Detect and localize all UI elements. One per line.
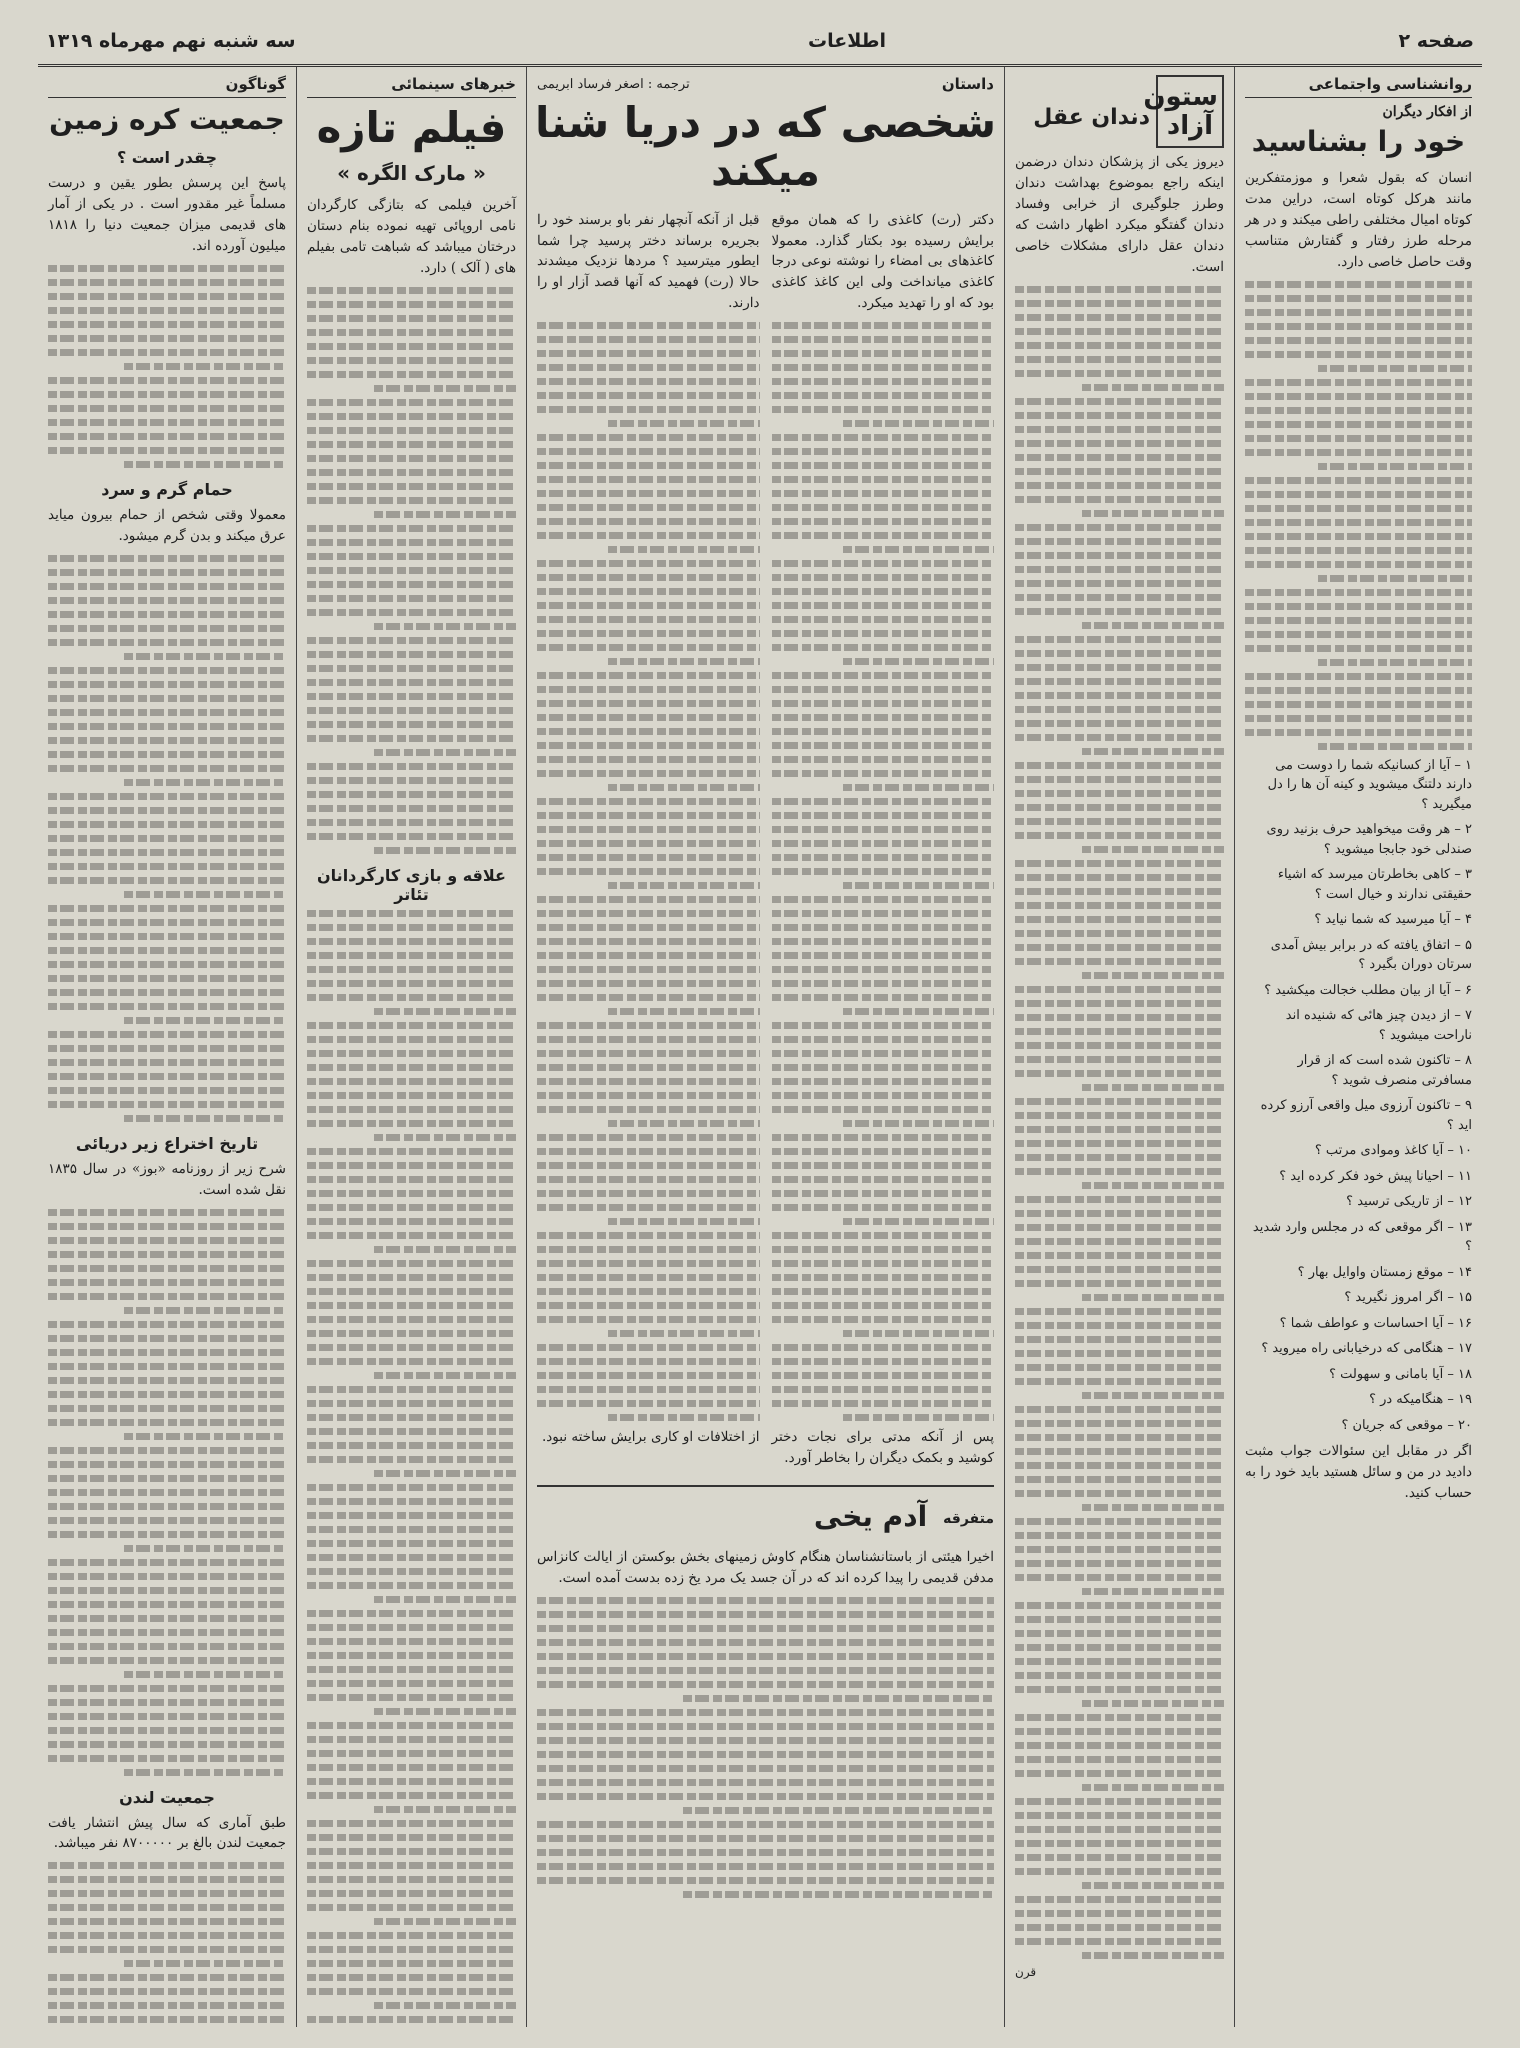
story-lead-right: دکتر (رت) کاغذی را که همان موقع برایش رسیده بود بکتار گذارد. معمولا کاغذهای بی امضاء را نوشته نوعی درجا کاغذی میانداخت ولی این کاغذ کاغذی بود که او را تهدید میکرد.	[771, 211, 994, 312]
page-number: صفحه ۲	[1398, 30, 1474, 52]
ice-man-body-text	[537, 1597, 994, 1898]
psychology-lead: انسان که بقول شعرا و موزمتفکرین مانند هرکل کوتاه است، دراین مدت کوتاه امیال مختلفی راطی میکند و در هر مرحله طرز رفتار و گفتارش متناسب وقت حاصل خاصی دارد.	[1245, 170, 1472, 270]
story-headline: شخصی که در دریا شنا میکند	[534, 98, 997, 196]
psychology-column	[1234, 67, 1482, 2027]
misc-column	[38, 67, 296, 2027]
paper-name: اطلاعات	[808, 30, 887, 52]
psychology-closing: اگر در مقابل این سئوالات جواب مثبت دادید در من و سائل هستید باید خود را به حساب کنید.	[1245, 1443, 1472, 1502]
free-column-lead: دیروز یکی از پزشکان دندان درضمن اینکه راجع بموضوع بهداشت دندان وطرز جلوگیری از خرابی وفساد دندان گفتگو میکرد اظهار داشت که دندان عقل دارای مشکلات خاصی است.	[1015, 154, 1224, 275]
ice-man-section-tag: متفرقه	[943, 1511, 994, 1528]
story-continued: پس از آنکه مدتی برای نجات دختر کوشید و بکمک دیگران را بخاطر آورد.	[771, 1429, 994, 1467]
misc-section2-title: حمام گرم و سرد	[101, 479, 233, 499]
psychology-question-list	[1245, 756, 1472, 1436]
psychology-body-text	[1245, 281, 1472, 750]
psychology-headline: خود را بشناسید	[1251, 125, 1466, 158]
list-item: ۱۶ – آیا احساسات و عواطف شما ؟	[1279, 1315, 1472, 1331]
free-column-body-text	[1015, 286, 1224, 1959]
story-translator: ترجمه : اصغر فرساد ابریمی	[537, 76, 690, 92]
list-item: ۲ – هر وقت میخواهید حرف بزنید روی صندلی خود جابجا میشوید ؟	[1266, 822, 1472, 857]
misc-section4-title: جمعیت لندن	[119, 1787, 215, 1807]
free-column-signature: قرن	[1015, 1964, 1037, 1979]
issue-date: سه شنبه نهم مهرماه ۱۳۱۹	[46, 30, 296, 52]
free-column-title: ستون آزاد	[1156, 75, 1224, 148]
list-item: ۱۵ – اگر امروز نگیرید ؟	[1344, 1290, 1472, 1306]
list-item: ۱۲ – از تاریکی ترسید ؟	[1346, 1194, 1472, 1210]
misc-headline: جمعیت کره زمین	[49, 103, 285, 136]
misc-section4-lead: طبق آماری که سال پیش انتشار یافت جمعیت لندن بالغ بر ۸۷۰۰۰۰۰ نفر میباشد.	[48, 1814, 286, 1852]
list-item: ۱۷ – هنگامی که درخیابانی راه میروید ؟	[1261, 1341, 1472, 1357]
list-item: ۳ – کاهی بخاطرتان میرسد که اشیاء حقیقتی ندارند و خیال است ؟	[1277, 867, 1472, 902]
list-item: ۱ – آیا از کسانیکه شما را دوست می دارند دلتنگ میشوید و کینه آن ها را دل میگیرید ؟	[1267, 757, 1472, 812]
list-item: ۲۰ – موقعی که جریان ؟	[1341, 1417, 1472, 1433]
story-body	[527, 206, 1004, 1477]
psychology-subtitle: از افکار دیگران	[1382, 104, 1472, 120]
free-column-title-box	[1015, 75, 1224, 148]
list-item: ۱۹ – هنگامیکه در ؟	[1369, 1392, 1472, 1408]
free-column-headline: دندان عقل	[1033, 105, 1150, 130]
misc-section3-lead: شرح زیر از روزنامه «بوز» در سال ۱۸۳۵ نقل شده است.	[48, 1160, 286, 1198]
misc-section2-lead: معمولا وقتی شخص از حمام بیرون میاید عرق میکند و بدن گرم میشود.	[48, 506, 286, 544]
psychology-section-tag: روانشناسی واجتماعی	[1245, 75, 1472, 98]
list-item: ۱۳ – اگر موقعی که در مجلس وارد شدید ؟	[1252, 1219, 1472, 1255]
story-text-right	[772, 206, 995, 1477]
list-item: ۹ – تاکنون آرزوی میل واقعی آرزو کرده اید ؟	[1260, 1098, 1472, 1133]
cinema-column	[296, 67, 526, 2027]
ice-man-article	[527, 1495, 1004, 1898]
list-item: ۷ – از دیدن چیز هائی که شنیده اند ناراحت میشوید ؟	[1285, 1008, 1472, 1043]
list-item: ۱۰ – آیا کاغذ وموادی مرتب ؟	[1314, 1143, 1472, 1159]
list-item: ۸ – تاکنون شده است که از قرار مسافرتی منصرف شوید ؟	[1297, 1053, 1472, 1088]
misc-section3-title: تاریخ اختراع زیر دریائی	[75, 1133, 259, 1153]
cinema-headline: فیلم تازه	[316, 103, 507, 152]
list-item: ۴ – آیا میرسید که شما نیاید ؟	[1314, 912, 1472, 928]
list-item: ۶ – آیا از بیان مطلب خجالت میکشید ؟	[1264, 982, 1472, 998]
ice-man-header	[537, 1495, 994, 1543]
free-column	[1004, 67, 1234, 2027]
misc-section-tag: گوناگون	[48, 75, 286, 98]
story-divider	[537, 1485, 994, 1487]
list-item: ۱۱ – احیانا پیش خود فکر کرده اید ؟	[1279, 1168, 1472, 1184]
cinema-subheadline: « مارک الگره »	[337, 161, 486, 186]
cinema-body-text	[307, 287, 516, 854]
story-text-left	[537, 206, 760, 1477]
masthead	[38, 18, 1482, 67]
story-column	[526, 67, 1004, 2027]
list-item: ۱۸ – آیا بامانی و سهولت ؟	[1329, 1366, 1472, 1382]
ice-man-headline: آدم یخی	[813, 1500, 928, 1534]
story-lead-left: قبل از آنکه آنچهار نفر باو برسند خود را بجریره برساند دختر پرسید چرا شما ایطور میترسید ؟ مردها نزدیک میشدند حالا (رت) فهمید که آنها قصد آزار او را دارند.	[537, 211, 760, 312]
list-item: ۱۴ – موقع زمستان واوایل بهار ؟	[1297, 1264, 1472, 1280]
story-header	[527, 67, 1004, 93]
misc-subheadline: چقدر است ؟	[116, 148, 218, 168]
story-section-tag: داستان	[941, 75, 994, 93]
cinema-subsection: علاقه و بازی کارگردانان تئاتر	[317, 865, 506, 904]
list-item: ۵ – اتفاق یافته که در برابر بیش آمدی سرتان دوران بگیرد ؟	[1270, 937, 1472, 973]
ice-man-lead: اخیرا هیئتی از باستانشناسان هنگام کاوش زمینهای بخش بوکستن از ایالت کانزاس مدفن قدیمی را پیدا کرده اند که در آن جسد یک مرد یخ زده بدست آمده است.	[537, 1549, 994, 1587]
cinema-lead: آخرین فیلمی که بتازگی کارگردان نامی اروپائی تهیه نموده بنام دستان درختان میباشد که شباهت تامی بفیلم های ( آلک ) دارد.	[307, 197, 516, 277]
story-ending: از اختلافات او کاری برایش ساخته نبود.	[541, 1429, 760, 1446]
cinema-section-tag: خبرهای سینمائی	[307, 75, 516, 98]
page-columns	[38, 67, 1482, 2027]
misc-lead: پاسخ این پرسش بطور یقین و درست مسلماً غیر مقدور است . در یکی از آمار های قدیمی میزان جمعیت دنیا را ۱۸۱۸ میلیون آورده اند.	[48, 175, 286, 254]
